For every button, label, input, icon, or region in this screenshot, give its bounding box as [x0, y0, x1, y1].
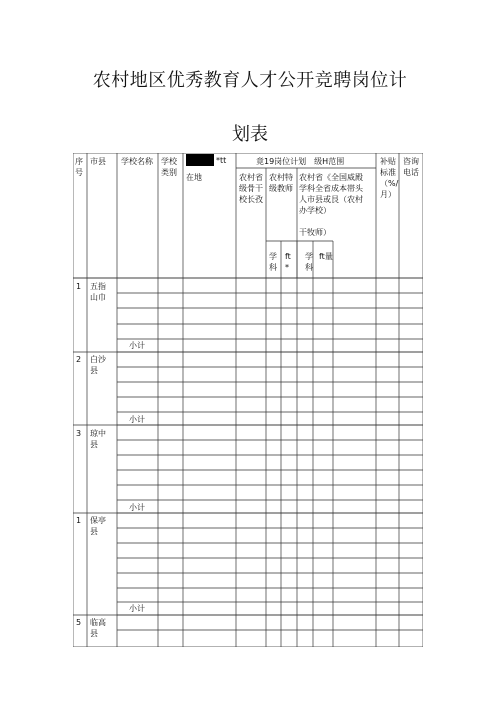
document-title-continued: 划表 — [232, 124, 268, 145]
subtotal-label: 小计 — [129, 503, 145, 512]
header-school-type: 学校 类别 — [161, 157, 177, 177]
group-seq: 3 — [76, 429, 82, 438]
header-plan-scope: 竟19岗位计划 级H范围 — [256, 157, 345, 166]
subtotal-label: 小计 — [129, 415, 145, 424]
header-category-2: 农村特 级教师 — [269, 173, 293, 193]
group-seq: 1 — [76, 282, 82, 291]
group-county: 保亭 县 — [90, 516, 106, 536]
header-after-redaction: *tt — [216, 156, 227, 165]
header-contact: 咨询 电话 — [403, 157, 419, 177]
header-sub-count-1: ft * — [285, 252, 291, 272]
header-category-1: 农村省 级骨干 校长孜 — [239, 173, 263, 204]
group-county: 琼中 县 — [90, 429, 106, 449]
group-county: 临高 县 — [90, 618, 106, 638]
header-school-name: 学校名称 — [121, 157, 153, 166]
group-county: 五指 山巾 — [90, 282, 106, 302]
redaction-block — [186, 154, 214, 166]
header-county: 市县 — [90, 157, 106, 166]
group-seq: 1 — [76, 516, 82, 525]
header-sub-subject-1: 学 科 — [269, 252, 277, 272]
group-seq: 2 — [76, 355, 82, 364]
header-location: 在地 — [186, 173, 202, 182]
header-seq: 序 号 — [75, 157, 83, 177]
header-subsidy: 补贴 标准 （%/ 月） — [380, 157, 399, 199]
subtotal-label: 小计 — [129, 341, 145, 350]
header-sub-count-2: ft量 — [319, 252, 333, 261]
header-category-3: 农村省《全国威殿 学科全省成本帯头 人市县或艮（农村 办学校） 干牧师） — [299, 173, 363, 237]
subtotal-label: 小计 — [129, 604, 145, 613]
group-county: 白沙 县 — [90, 355, 106, 375]
header-sub-subject-2: 学 科 — [305, 252, 313, 272]
recruitment-plan-table — [73, 153, 423, 647]
group-seq: 5 — [76, 618, 82, 627]
document-title: 农村地区优秀教育人才公开竞聘岗位计 — [92, 70, 408, 91]
